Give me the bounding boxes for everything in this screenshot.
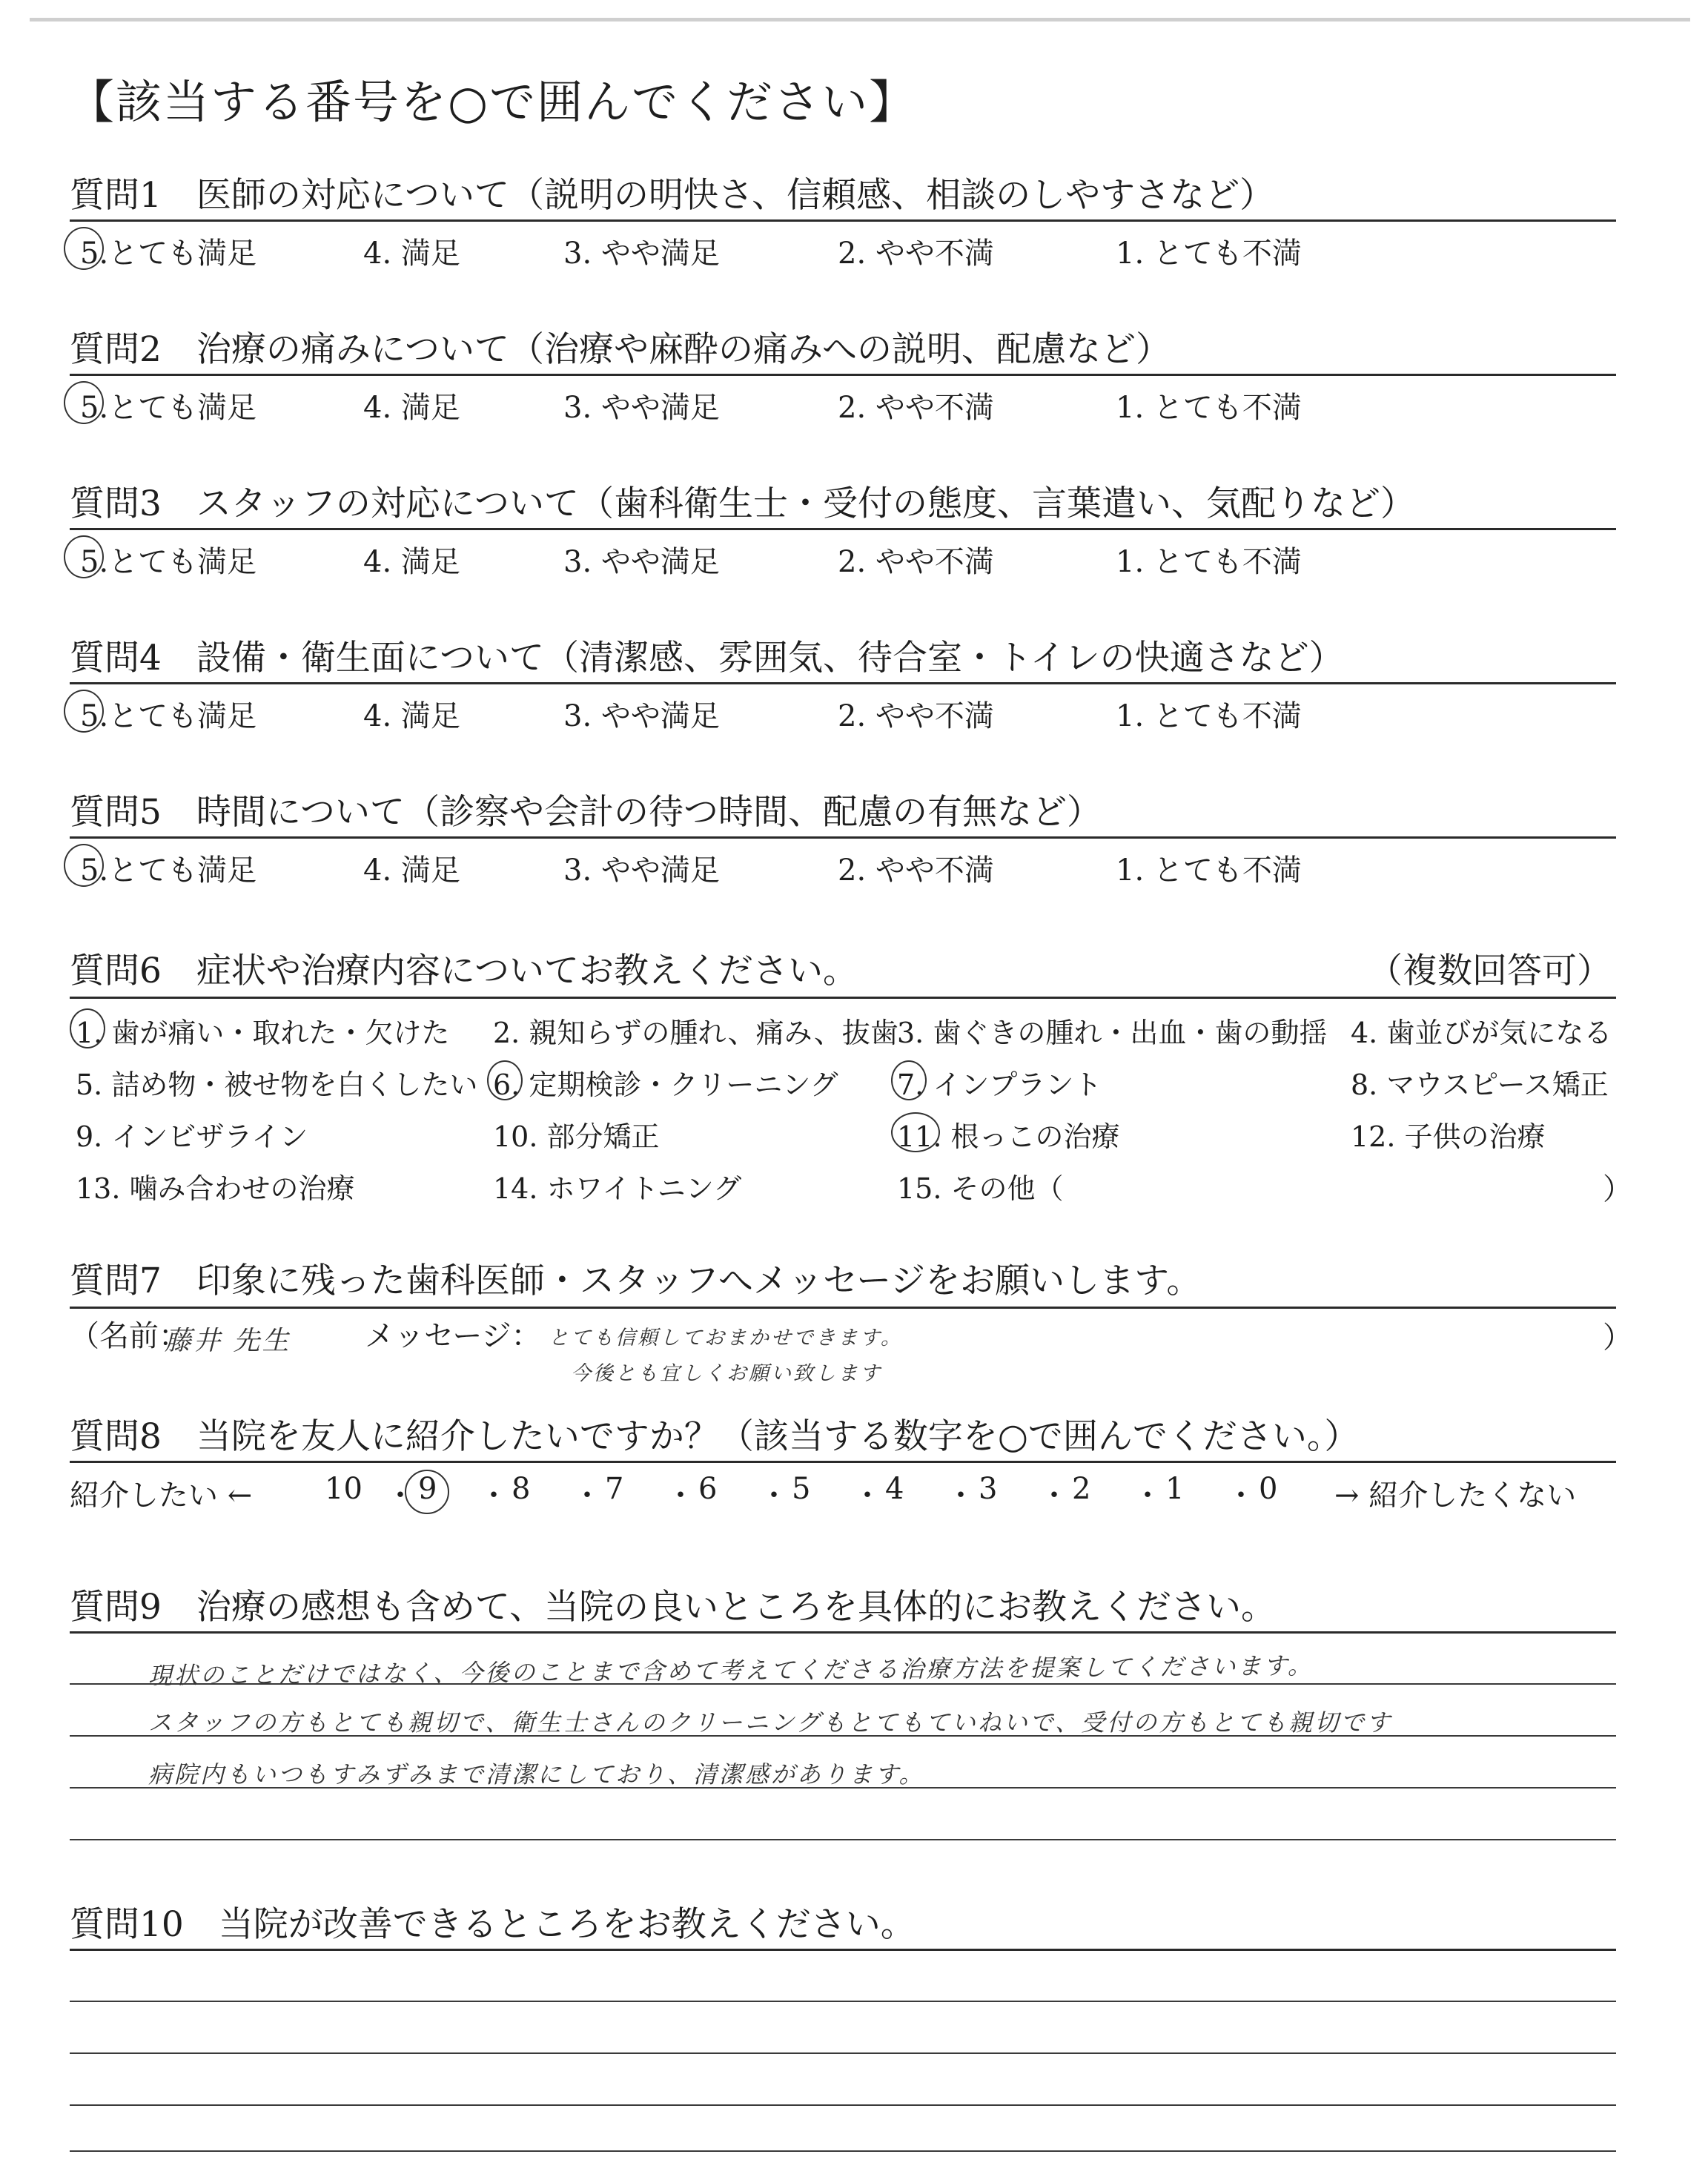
q5-rule: [70, 836, 1616, 839]
q1-option-1[interactable]: 1. とても不満: [1116, 237, 1302, 271]
q2-option-3[interactable]: 3. やや満足: [563, 391, 720, 425]
q5-title: 質問5 時間について（診察や会計の待つ時間、配慮の有無など）: [70, 792, 1102, 833]
q6-option-11[interactable]: 11. 根っこの治療: [897, 1120, 1120, 1153]
q4-option-3[interactable]: 3. やや満足: [563, 699, 720, 733]
q6-option-6[interactable]: 6. 定期検診・クリーニング: [493, 1069, 838, 1101]
q6-option-13[interactable]: 13. 噛み合わせの治療: [76, 1172, 355, 1205]
q5-option-5[interactable]: 5.とても満足: [80, 853, 257, 888]
q6-selected-circle-1: [70, 1008, 105, 1048]
q6-option-3[interactable]: 3. 歯ぐきの腫れ・出血・歯の動揺: [897, 1017, 1328, 1049]
q5-selected-circle: [64, 844, 104, 887]
q9-title: 質問9 治療の感想も含めて、当院の良いところを具体的にお教えください。: [70, 1587, 1276, 1628]
q6-option-9[interactable]: 9. インビザライン: [76, 1120, 308, 1153]
q6-title: 質問6 症状や治療内容についてお教えください。: [70, 951, 858, 991]
q7-message-line-1: とても信頼しておまかせできます。: [549, 1327, 903, 1350]
q1-option-5[interactable]: 5.とても満足: [80, 237, 257, 271]
q8-right-label: → 紹介したくない: [1334, 1479, 1577, 1513]
q8-left-label: 紹介したい ←: [70, 1479, 253, 1513]
q6-option-1[interactable]: 1. 歯が痛い・取れた・欠けた: [76, 1017, 450, 1049]
q7-rule: [70, 1307, 1616, 1309]
q8-scale-value-7[interactable]: 7: [605, 1472, 624, 1506]
q6-option-10[interactable]: 10. 部分矯正: [493, 1120, 660, 1153]
q8-scale-value-9[interactable]: 9: [418, 1472, 437, 1506]
q8-title: 質問8 当院を友人に紹介したいですか？（該当する数字を○で囲んでください。）: [70, 1416, 1360, 1457]
q8-scale-separator: ・: [572, 1479, 602, 1513]
q8-scale-value-5[interactable]: 5: [792, 1472, 811, 1506]
q6-option-14[interactable]: 14. ホワイトニング: [493, 1172, 742, 1205]
q10-writing-line: [70, 2150, 1616, 2152]
q8-rule: [70, 1461, 1616, 1463]
page-heading: 【該当する番号を○で囲んでください】: [68, 75, 917, 129]
q8-scale-value-2[interactable]: 2: [1072, 1472, 1091, 1506]
q4-option-4[interactable]: 4. 満足: [363, 699, 460, 733]
q10-writing-line: [70, 2001, 1616, 2002]
q8-scale-value-3[interactable]: 3: [979, 1472, 998, 1506]
q3-option-1[interactable]: 1. とても不満: [1116, 545, 1302, 579]
q8-scale-separator: ・: [666, 1479, 695, 1513]
q6-option-15[interactable]: 15. その他（: [897, 1172, 1064, 1205]
q8-selected-circle: [405, 1470, 449, 1514]
q7-name-label: （名前：: [70, 1319, 188, 1353]
q1-rule: [70, 219, 1616, 222]
q5-option-4[interactable]: 4. 満足: [363, 853, 460, 888]
q6-rule: [70, 997, 1616, 999]
q4-option-2[interactable]: 2. やや不満: [838, 699, 994, 733]
q4-option-5[interactable]: 5.とても満足: [80, 699, 257, 733]
q7-message-label: メッセージ：: [365, 1319, 541, 1353]
q4-option-1[interactable]: 1. とても不満: [1116, 699, 1302, 733]
q9-rule: [70, 1631, 1616, 1634]
q5-option-3[interactable]: 3. やや満足: [563, 853, 720, 888]
q1-selected-circle: [64, 227, 104, 270]
q2-option-5[interactable]: 5.とても満足: [80, 391, 257, 425]
q6-selected-circle-6: [487, 1060, 523, 1100]
q3-option-3[interactable]: 3. やや満足: [563, 545, 720, 579]
q10-writing-line: [70, 2104, 1616, 2106]
q10-title: 質問10 当院が改善できるところをお教えください。: [70, 1904, 916, 1945]
q2-option-1[interactable]: 1. とても不満: [1116, 391, 1302, 425]
q3-title: 質問3 スタッフの対応について（歯科衛生士・受付の態度、言葉遣い、気配りなど）: [70, 483, 1415, 524]
q1-option-3[interactable]: 3. やや満足: [563, 237, 720, 271]
q8-scale-separator: ・: [385, 1479, 415, 1513]
q10-rule: [70, 1949, 1616, 1951]
q6-option-12[interactable]: 12. 子供の治療: [1351, 1120, 1546, 1153]
q6-option-8[interactable]: 8. マウスピース矯正: [1351, 1069, 1609, 1101]
q8-scale-value-1[interactable]: 1: [1165, 1472, 1185, 1506]
q9-handwritten-line-1: 現状のことだけではなく、今後のことまで含めて考えてくださる治療方法を提案してくださいます。: [148, 1651, 1314, 1690]
q9-writing-line: [70, 1839, 1616, 1840]
q8-scale-value-8[interactable]: 8: [512, 1472, 531, 1506]
q3-option-2[interactable]: 2. やや不満: [838, 545, 994, 579]
q5-option-1[interactable]: 1. とても不満: [1116, 853, 1302, 888]
q9-handwritten-line-2: スタッフの方もとても親切で、衛生士さんのクリーニングもとてもていねいで、受付の方もとても親切です: [148, 1708, 1393, 1737]
q6-option-5[interactable]: 5. 詰め物・被せ物を白くしたい: [76, 1069, 478, 1101]
q3-rule: [70, 528, 1616, 530]
q6-option-7[interactable]: 7. インプラント: [897, 1069, 1102, 1101]
q2-option-2[interactable]: 2. やや不満: [838, 391, 994, 425]
q6-close-paren: ）: [1603, 1172, 1632, 1206]
q7-message-line-2: 今後とも宜しくお願い致します: [571, 1362, 882, 1385]
scan-top-edge: [30, 18, 1690, 22]
q8-scale-value-10[interactable]: 10: [325, 1472, 363, 1506]
q7-title: 質問7 印象に残った歯科医師・スタッフへメッセージをお願いします。: [70, 1261, 1202, 1301]
q7-name-handwritten: 藤井 先生: [165, 1326, 291, 1356]
q8-scale-separator: ・: [1226, 1479, 1256, 1513]
q8-scale-separator: ・: [759, 1479, 789, 1513]
q8-scale-separator: ・: [1133, 1479, 1162, 1513]
q10-writing-line: [70, 2052, 1616, 2054]
q4-title: 質問4 設備・衛生面について（清潔感、雰囲気、待合室・トイレの快適さなど）: [70, 638, 1344, 678]
q8-scale-separator: ・: [1039, 1479, 1069, 1513]
q3-option-5[interactable]: 5.とても満足: [80, 545, 257, 579]
q8-scale-separator: ・: [853, 1479, 882, 1513]
q8-scale-separator: ・: [479, 1479, 509, 1513]
q6-option-2[interactable]: 2. 親知らずの腫れ、痛み、抜歯: [493, 1017, 898, 1049]
q1-option-4[interactable]: 4. 満足: [363, 237, 460, 271]
q5-option-2[interactable]: 2. やや不満: [838, 853, 994, 888]
q2-option-4[interactable]: 4. 満足: [363, 391, 460, 425]
q2-rule: [70, 374, 1616, 376]
q1-option-2[interactable]: 2. やや不満: [838, 237, 994, 271]
q2-title: 質問2 治療の痛みについて（治療や麻酔の痛みへの説明、配慮など）: [70, 329, 1171, 370]
q6-option-4[interactable]: 4. 歯並びが気になる: [1351, 1017, 1612, 1049]
q8-scale-value-0[interactable]: 0: [1259, 1472, 1278, 1506]
q8-scale-value-6[interactable]: 6: [698, 1472, 718, 1506]
q6-selected-circle-7: [891, 1060, 927, 1100]
q4-rule: [70, 682, 1616, 684]
q3-selected-circle: [64, 535, 104, 578]
q3-option-4[interactable]: 4. 満足: [363, 545, 460, 579]
q8-scale-value-4[interactable]: 4: [885, 1472, 904, 1506]
q8-scale-separator: ・: [946, 1479, 976, 1513]
q9-handwritten-line-3: 病院内もいつもすみずみまで清潔にしており、清潔感があります。: [148, 1760, 925, 1789]
q1-title: 質問1 医師の対応について（説明の明快さ、信頼感、相談のしやすさなど）: [70, 175, 1275, 216]
q6-multiple-tag: （複数回答可）: [1368, 951, 1612, 991]
q2-selected-circle: [64, 381, 104, 424]
q7-close-paren: ）: [1603, 1321, 1632, 1355]
q4-selected-circle: [64, 690, 104, 733]
q6-selected-circle-11: [891, 1112, 940, 1152]
